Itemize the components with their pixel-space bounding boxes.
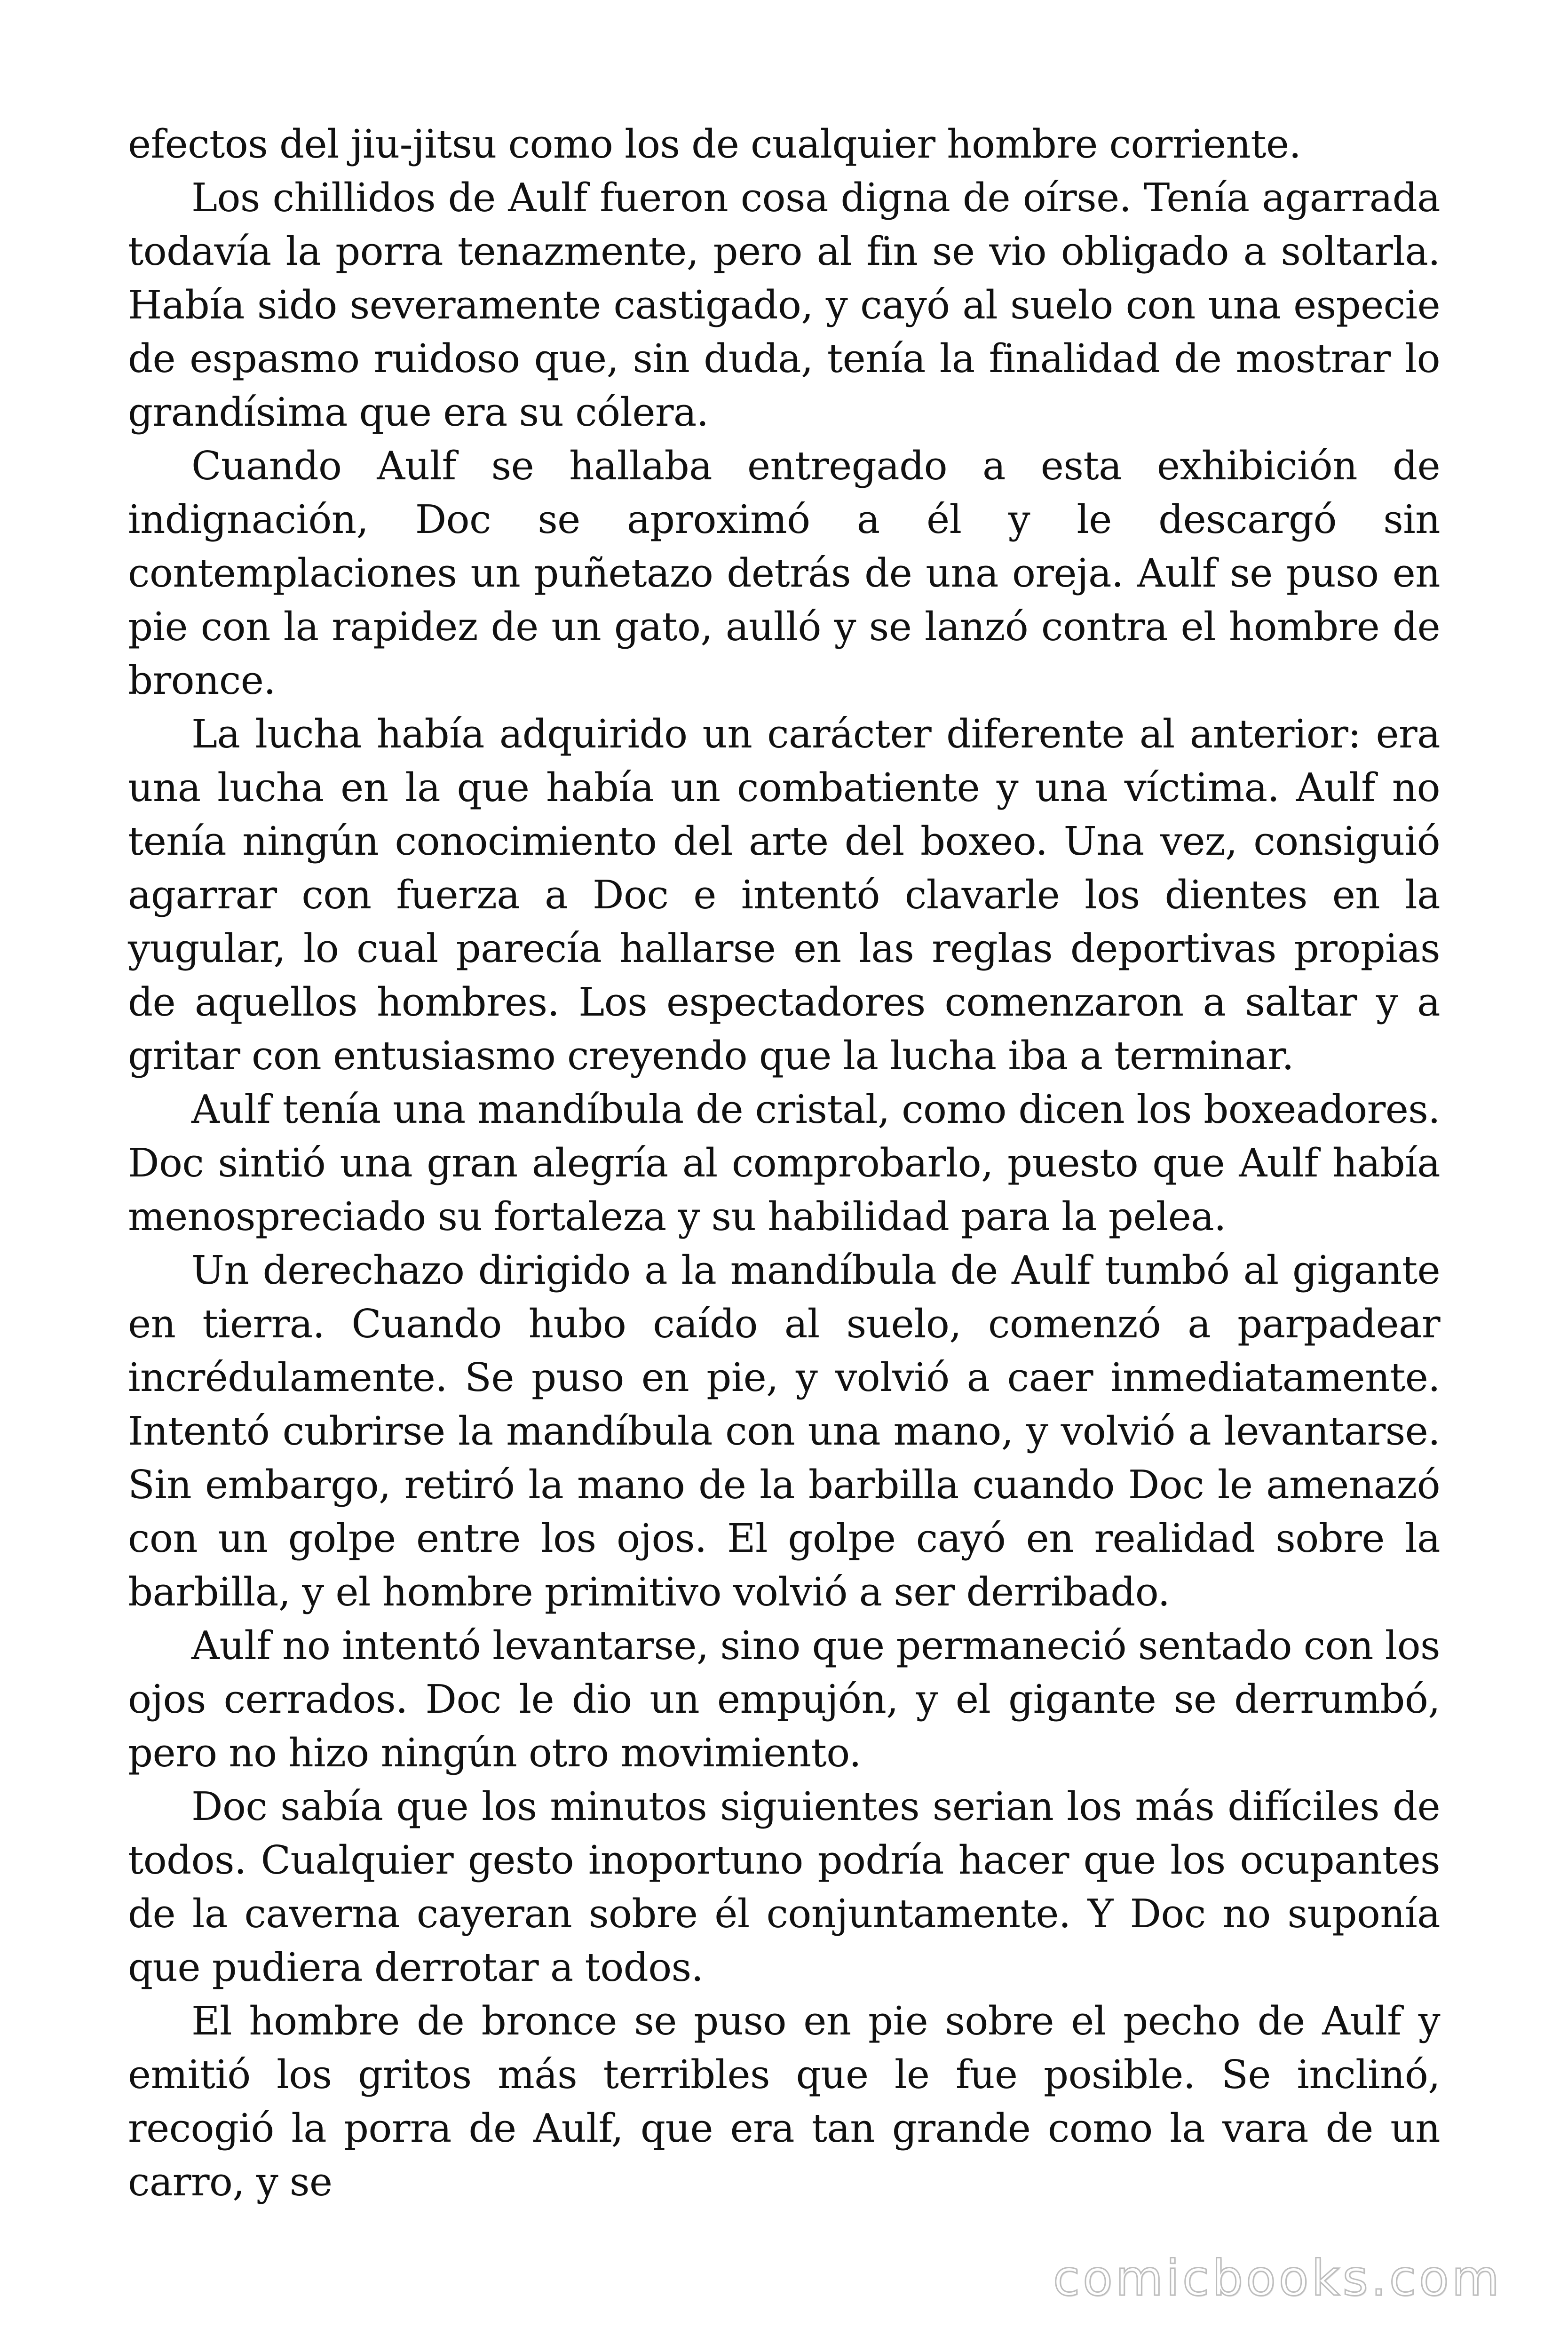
paragraph: El hombre de bronce se puso en pie sobre el pecho de Aulf y emitió los gritos más terribles que le fue posible. Se inclinó, recogió la porra de Aulf, que era tan grande como la vara de un carro, y se bbox=[128, 1998, 1440, 2205]
paragraph: Los chillidos de Aulf fueron cosa digna de oírse. Tenía agarrada todavía la porra tenazmente, pero al fin se vio obligado a soltarla. Había sido severamente castigado, y cayó al suelo con una especie de espasmo ruidoso que, sin duda, tenía la finalidad de mostrar lo grandísima que era su cólera. bbox=[128, 175, 1440, 435]
paragraph: Aulf no intentó levantarse, sino que permaneció sentado con los ojos cerrados. Doc le dio un empujón, y el gigante se derrumbó, pero no hizo ningún otro movimiento. bbox=[128, 1623, 1440, 1776]
paragraph-continued: efectos del jiu-jitsu como los de cualquier hombre corriente. bbox=[128, 121, 1301, 167]
paragraph: Doc sabía que los minutos siguientes serian los más difíciles de todos. Cualquier gesto inoportuno podría hacer que los ocupantes de la caverna cayeran sobre él conjuntamente. Y Doc no suponía que pudiera derrotar a todos. bbox=[128, 1784, 1440, 1990]
paragraph: Un derechazo dirigido a la mandíbula de Aulf tumbó al gigante en tierra. Cuando hubo caído al suelo, comenzó a parpadear incrédulamente. Se puso en pie, y volvió a caer inmediatamente. Intentó cubrirse la mandíbula con una mano, y volvió a levantarse. Sin embargo, retiró la mano de la barbilla cuando Doc le amenazó con un golpe entre los ojos. El golpe cayó en realidad sobre la barbilla, y el hombre primitivo volvió a ser derribado. bbox=[128, 1248, 1440, 1615]
paragraph: Cuando Aulf se hallaba entregado a esta exhibición de indignación, Doc se aproximó a él y le descargó sin contemplaciones un puñetazo detrás de una oreja. Aulf se puso en pie con la rapidez de un gato, aulló y se lanzó contra el hombre de bronce. bbox=[128, 443, 1440, 703]
page-body bbox=[128, 118, 1440, 2234]
paragraph: Aulf tenía una mandíbula de cristal, como dicen los boxeadores. Doc sintió una gran alegría al comprobarlo, puesto que Aulf había menospreciado su fortaleza y su habilidad para la pelea. bbox=[128, 1087, 1440, 1240]
site-watermark: comicbooks.com bbox=[1053, 2249, 1502, 2307]
paragraph: La lucha había adquirido un carácter diferente al anterior: era una lucha en la que había un combatiente y una víctima. Aulf no tenía ningún conocimiento del arte del boxeo. Una vez, consiguió agarrar con fuerza a Doc e intentó clavarle los dientes en la yugular, lo cual parecía hallarse en las reglas deportivas propias de aquellos hombres. Los espectadores comenzaron a saltar y a gritar con entusiasmo creyendo que la lucha iba a terminar. bbox=[128, 711, 1440, 1079]
